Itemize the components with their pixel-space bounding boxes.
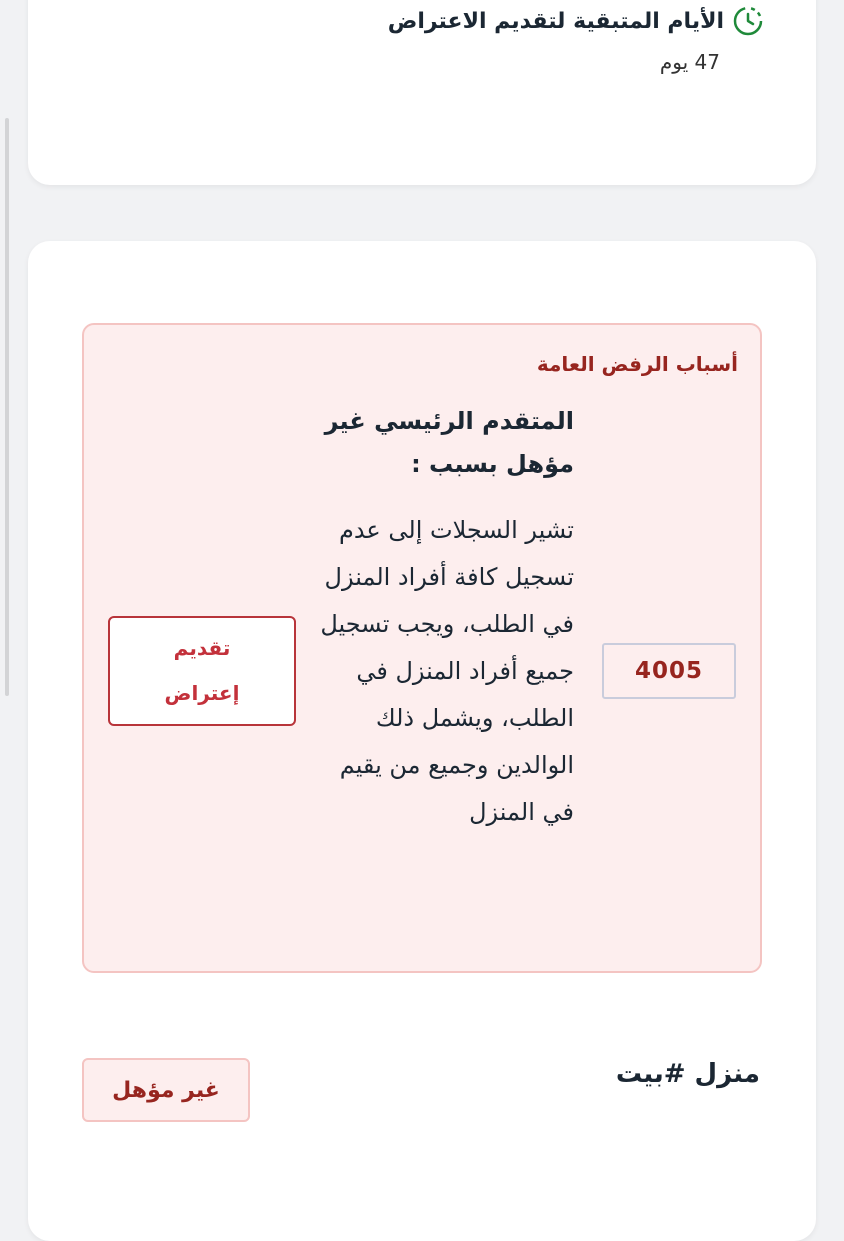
deadline-label: الأيام المتبقية لتقديم الاعتراض — [387, 8, 724, 34]
days-remaining-value: 47 يوم — [659, 50, 720, 74]
clock-icon — [732, 5, 764, 37]
submit-appeal-label: تقديم إعتراض — [164, 636, 240, 705]
deadline-card — [28, 0, 816, 185]
reason-code: 4005 — [602, 643, 736, 699]
reason-heading: المتقدم الرئيسي غير مؤهل بسبب : — [324, 407, 574, 478]
deadline-row — [388, 3, 764, 39]
scrollbar[interactable] — [5, 118, 9, 696]
application-card — [28, 241, 816, 1241]
rejection-reasons-title: أسباب الرفض العامة — [536, 352, 738, 376]
submit-appeal-button[interactable] — [108, 616, 296, 726]
rejection-reasons-panel — [82, 323, 762, 973]
reason-description: تشير السجلات إلى عدم تسجيل كافة أفراد المنزل في الطلب، ويجب تسجيل جميع أفراد المنزل في الطلب، ويشمل ذلك الوالدين وجميع من يقيم في المنزل — [320, 516, 574, 826]
house-title: منزل #بيت — [615, 1059, 760, 1089]
status-badge: غير مؤهل — [82, 1058, 250, 1122]
